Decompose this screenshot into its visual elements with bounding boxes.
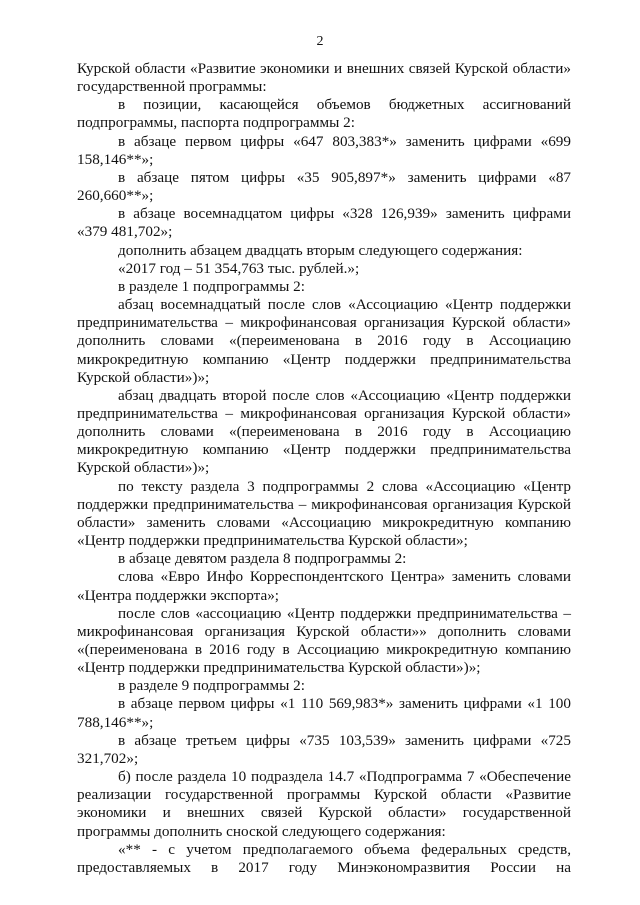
paragraph: в абзаце первом цифры «647 803,383*» заменить цифрами «699 158,146**»; bbox=[77, 132, 571, 168]
paragraph: по тексту раздела 3 подпрограммы 2 слова «Ассоциацию «Центр поддержки предпринимательства – микрофинансовая организация Курской области» заменить словами «Ассоциацию микрокредитную компанию «Центр поддержки предпринимательства Курской области»; bbox=[77, 477, 571, 550]
paragraph: в разделе 9 подпрограммы 2: bbox=[118, 677, 305, 695]
paragraph: слова «Евро Инфо Корреспондентского Центра» заменить словами «Центра поддержки экспорта»; bbox=[77, 568, 571, 604]
paragraph: «** - с учетом предполагаемого объема федеральных средств, предоставляемых в 2017 году Минэкономразвития России на bbox=[77, 840, 571, 876]
paragraph: в абзаце третьем цифры «735 103,539» заменить цифрами «725 321,702»; bbox=[77, 731, 571, 767]
page-number: 2 bbox=[316, 34, 324, 49]
paragraph: абзац двадцать второй после слов «Ассоциацию «Центр поддержки предпринимательства – микрофинансовая организация Курской области» дополнить словами «(переименована в 2016 году в Ассоциацию микрокредитную компанию «Центр поддержки предпринимательства Курской области»)»; bbox=[77, 386, 571, 477]
paragraph: в разделе 1 подпрограммы 2: bbox=[118, 277, 305, 295]
paragraph: в позиции, касающейся объемов бюджетных ассигнований подпрограммы, паспорта подпрограммы 2: bbox=[77, 96, 571, 132]
paragraph: после слов «ассоциацию «Центр поддержки предпринимательства – микрофинансовая организация Курской области»» дополнить словами «(переименована в 2016 году в Ассоциацию микрокредитную компанию «Центр поддержки предпринимательства Курской области»)»; bbox=[77, 604, 571, 677]
paragraph: в абзаце пятом цифры «35 905,897*» заменить цифрами «87 260,660**»; bbox=[77, 168, 571, 205]
paragraph: дополнить абзацем двадцать вторым следующего содержания: bbox=[118, 241, 523, 259]
paragraph: в абзаце восемнадцатом цифры «328 126,939» заменить цифрами «379 481,702»; bbox=[77, 205, 571, 241]
paragraph: Курской области «Развитие экономики и внешних связей Курской области» государственной программы: bbox=[77, 60, 571, 96]
paragraph: «2017 год – 51 354,763 тыс. рублей.»; bbox=[118, 259, 360, 277]
paragraph: в абзаце первом цифры «1 110 569,983*» заменить цифрами «1 100 788,146**»; bbox=[77, 695, 571, 731]
document-body bbox=[77, 60, 571, 877]
paragraph: б) после раздела 10 подраздела 14.7 «Подпрограмма 7 «Обеспечение реализации государственной программы Курской области «Развитие экономики и внешних связей Курской области» государственной программы дополнить сноской следующего содержания: bbox=[77, 768, 571, 840]
paragraph: абзац восемнадцатый после слов «Ассоциацию «Центр поддержки предпринимательства – микрофинансовая организация Курской области» дополнить словами «(переименована в 2016 году в Ассоциацию микрокредитную компанию «Центр поддержки предпринимательства Курской области»)»; bbox=[77, 296, 571, 386]
paragraph: в абзаце девятом раздела 8 подпрограммы 2: bbox=[118, 550, 407, 568]
